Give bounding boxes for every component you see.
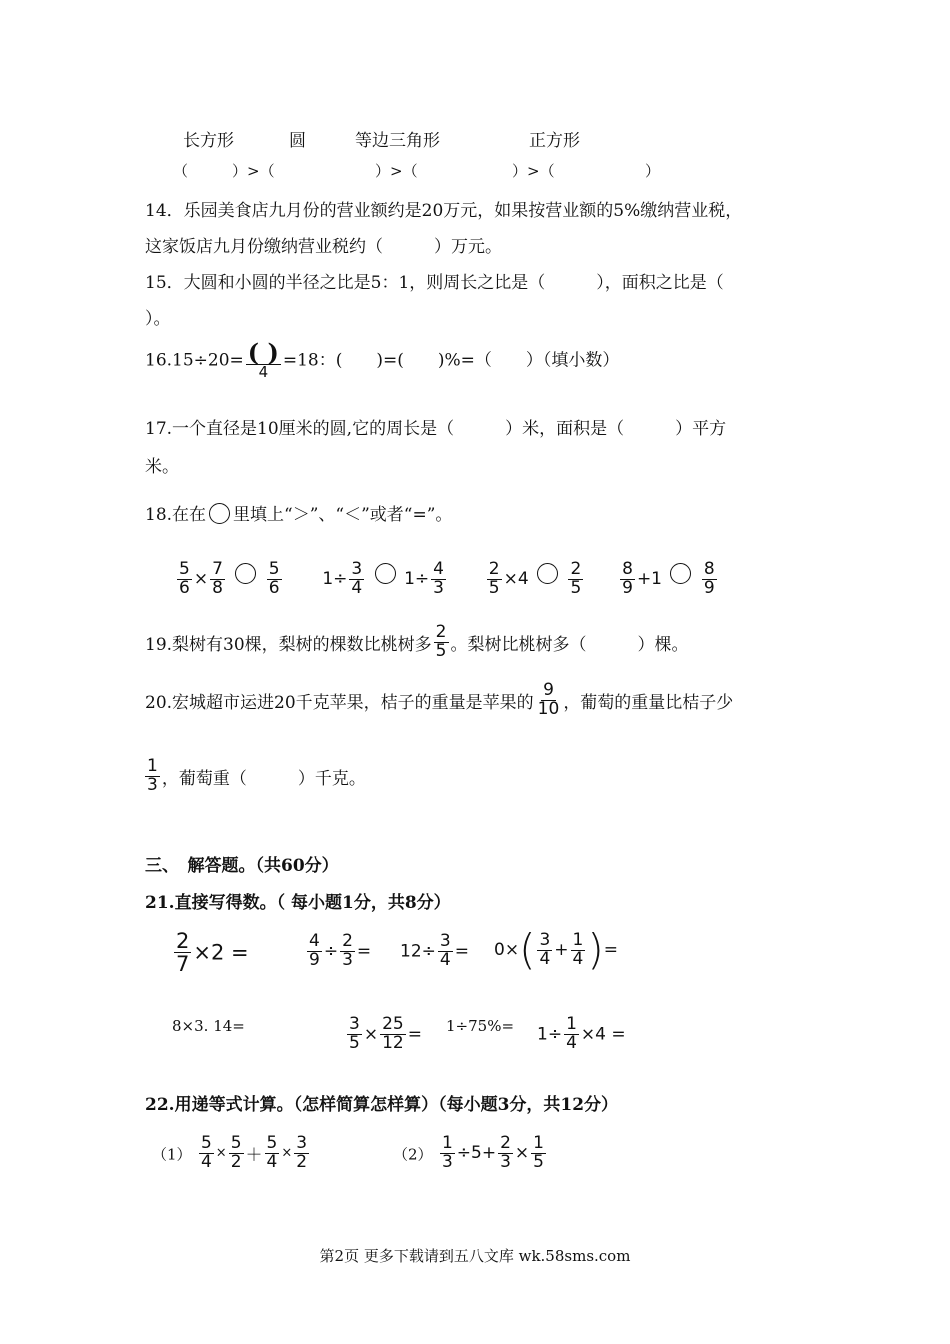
q21-h: 1÷ $\frac{1}{4}$ ×4 =	[537, 1014, 626, 1053]
q21-g: 1÷75%=	[446, 1017, 515, 1035]
q21-title: 21.直接写得数。（ 每小题1分，共8分）	[145, 893, 451, 913]
q18-instruction	[145, 500, 452, 526]
q16-fraction: $\frac{( )}{4}$	[247, 338, 279, 381]
q18-expressions	[175, 561, 719, 598]
q18-expr-4: $\frac{8}{9}$ +1 $\frac{8}{9}$	[622, 559, 715, 598]
q21-c: 12÷ $\frac{3}{4}$ =	[400, 931, 469, 970]
shape-rectangle: 长方形	[183, 131, 234, 151]
q18-expr-3: $\frac{2}{5}$ ×4 $\frac{2}{5}$	[488, 559, 582, 598]
order-blank-1: （	[173, 162, 189, 180]
q22-problem-2: （2） $\frac{1}{3}$ ÷5+ $\frac{2}{3}$ × $\frac{1}{5}$	[393, 1133, 544, 1172]
q21-f: $\frac{3}{5}$ × $\frac{25}{12}$ =	[349, 1014, 422, 1053]
q17-line1: 17.一个直径是10厘米的圆,它的周长是（ ）米，面积是（ ）平方	[145, 419, 727, 439]
q19: 19.梨树有30棵，梨树的棵数比桃树多 $\frac{2}{5}$ 。梨树比桃树多（ ）棵。	[145, 622, 689, 661]
q14-line2: 这家饭店九月份缴纳营业税约（ ）万元。	[145, 237, 502, 257]
compare-circle-icon	[209, 503, 230, 524]
compare-circle-1[interactable]	[235, 563, 256, 584]
q21-e: 8×3. 14=	[172, 1017, 245, 1035]
order-blank-2: ）>（	[232, 162, 275, 180]
order-blank-4: ）>（	[512, 162, 555, 180]
q17-line2: 米。	[145, 457, 179, 477]
shape-circle: 圆	[289, 131, 306, 151]
q21-d: 0×( $\frac{3}{4}$ + $\frac{1}{4}$ )=	[494, 925, 618, 974]
order-blank-5: ）	[645, 162, 661, 180]
compare-circle-4[interactable]	[670, 563, 691, 584]
page-footer: 第2页 更多下载请到五八文库 wk.58sms.com	[319, 1247, 631, 1265]
q20-line1: 20.宏城超市运进20千克苹果，桔子的重量是苹果的 $\frac{9}{10}$ ，葡萄的重量比桔子少	[145, 680, 734, 719]
q15-line1: 15．大圆和小圆的半径之比是5：1，则周长之比是（ ），面积之比是（	[145, 273, 724, 293]
q22-problem-1: （1） $\frac{5}{4}$ × $\frac{5}{2}$ ＋ $\frac{5}{4}$ × $\frac{3}{2}$	[152, 1133, 308, 1172]
q18-prefix: 18.在在	[145, 505, 207, 525]
order-blank-3: ）>（	[375, 162, 418, 180]
q20-line2: $\frac{1}{3}$ ，葡萄重（ ）千克。	[147, 756, 366, 795]
q16	[145, 338, 620, 381]
section-3-title: 三、 解答题。（共60分）	[145, 856, 339, 876]
q21-a: $\frac{2}{7}$ ×2 =	[176, 929, 249, 977]
shape-square: 正方形	[529, 131, 580, 151]
q14-line1: 14．乐园美食店九月份的营业额约是20万元，如果按营业额的5%缴纳营业税，	[145, 201, 743, 221]
q21-b: $\frac{4}{9}$ ÷ $\frac{2}{3}$ =	[309, 931, 372, 970]
q16-suffix: =18：( )=( )%=（ ）（填小数）	[282, 350, 620, 371]
q16-prefix: 16.15÷20=	[145, 350, 244, 371]
compare-circle-2[interactable]	[375, 563, 396, 584]
q18-suffix: 里填上“＞”、“＜”或者“=”。	[233, 505, 453, 525]
q22-title: 22.用递等式计算。（怎样简算怎样算）（每小题3分，共12分）	[145, 1095, 619, 1115]
q15-line2: ）。	[145, 309, 171, 329]
q18-expr-1: $\frac{5}{6}$ × $\frac{7}{8}$ $\frac{5}{6}$	[179, 559, 280, 598]
shape-equilateral-triangle: 等边三角形	[355, 131, 440, 151]
q18-expr-2: 1÷ $\frac{3}{4}$ 1÷ $\frac{4}{3}$	[322, 559, 444, 598]
compare-circle-3[interactable]	[537, 563, 558, 584]
